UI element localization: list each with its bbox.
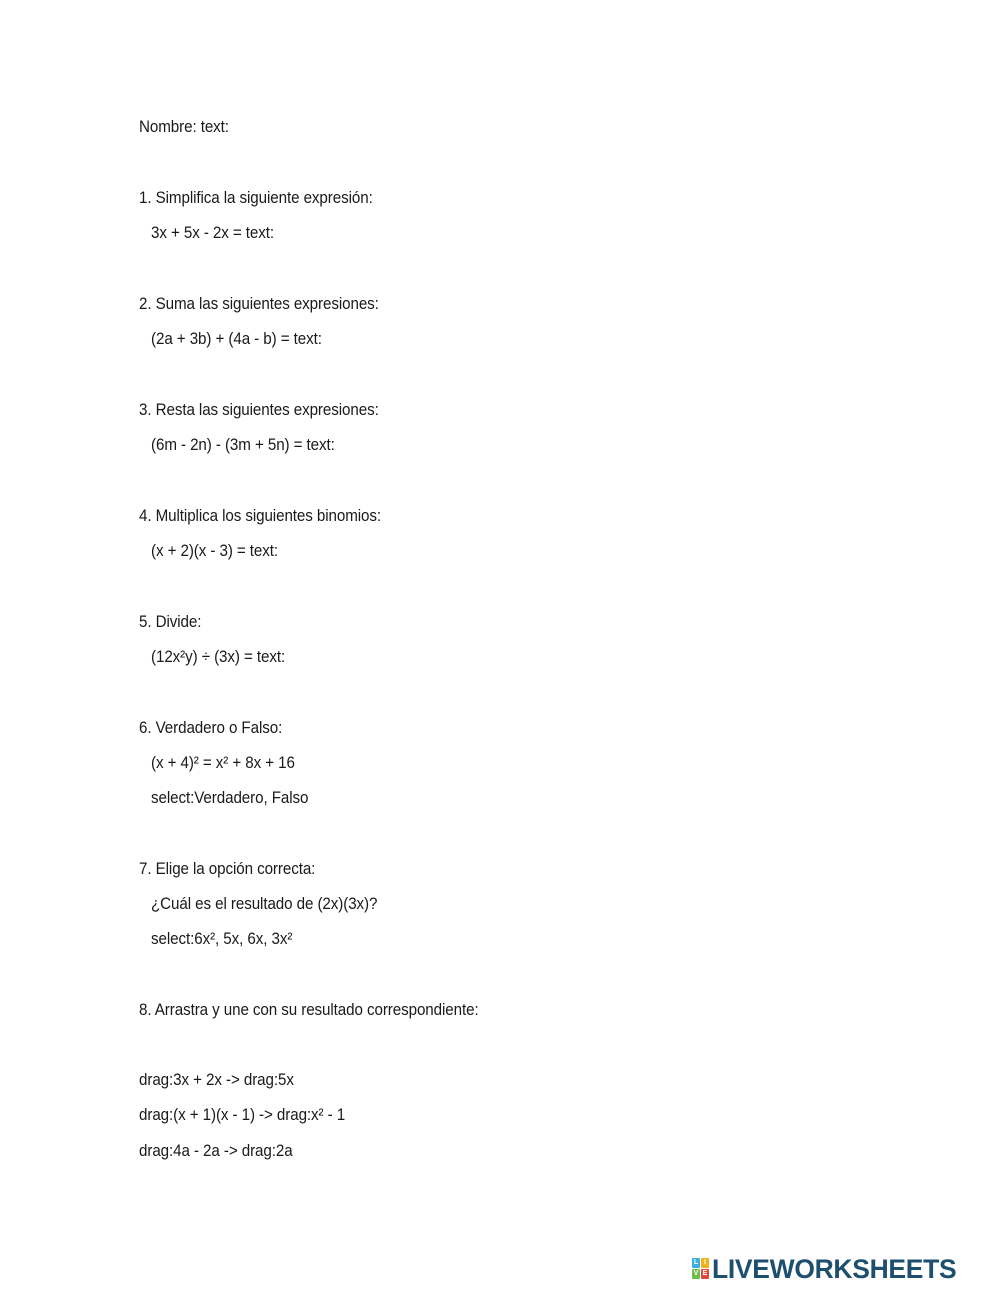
logo-mark-l: L xyxy=(693,1259,699,1266)
logo-mark-icon xyxy=(692,1258,710,1280)
question-7-select: select:6x², 5x, 6x, 3x² xyxy=(151,930,293,948)
question-8-title: 8. Arrastra y une con su resultado correspondiente: xyxy=(139,1001,479,1019)
question-3-title: 3. Resta las siguientes expresiones: xyxy=(139,401,379,419)
question-3-expression: (6m - 2n) - (3m + 5n) = text: xyxy=(151,436,335,454)
drag-pair-1: drag:3x + 2x -> drag:5x xyxy=(139,1071,294,1089)
question-1-title: 1. Simplifica la siguiente expresión: xyxy=(139,189,373,207)
question-6-title: 6. Verdadero o Falso: xyxy=(139,719,283,737)
drag-pair-2: drag:(x + 1)(x - 1) -> drag:x² - 1 xyxy=(139,1106,346,1124)
question-1-expression: 3x + 5x - 2x = text: xyxy=(151,224,275,242)
question-6-select: select:Verdadero, Falso xyxy=(151,789,309,807)
question-5-expression: (12x²y) ÷ (3x) = text: xyxy=(151,648,286,666)
question-7-prompt: ¿Cuál es el resultado de (2x)(3x)? xyxy=(151,895,378,913)
logo-mark-e: E xyxy=(702,1270,708,1277)
question-4-title: 4. Multiplica los siguientes binomios: xyxy=(139,507,382,525)
question-7-title: 7. Elige la opción correcta: xyxy=(139,860,316,878)
question-5-title: 5. Divide: xyxy=(139,613,202,631)
name-line: Nombre: text: xyxy=(139,118,229,136)
logo-mark-v: V xyxy=(693,1270,699,1277)
question-4-expression: (x + 2)(x - 3) = text: xyxy=(151,542,279,560)
logo-text: LIVEWORKSHEETS xyxy=(712,1253,957,1284)
question-6-expression: (x + 4)² = x² + 8x + 16 xyxy=(151,754,295,772)
question-2-expression: (2a + 3b) + (4a - b) = text: xyxy=(151,330,322,348)
drag-pair-3: drag:4a - 2a -> drag:2a xyxy=(139,1142,293,1160)
question-2-title: 2. Suma las siguientes expresiones: xyxy=(139,295,379,313)
liveworksheets-logo xyxy=(692,1254,961,1284)
logo-mark-i: I xyxy=(701,1258,709,1268)
